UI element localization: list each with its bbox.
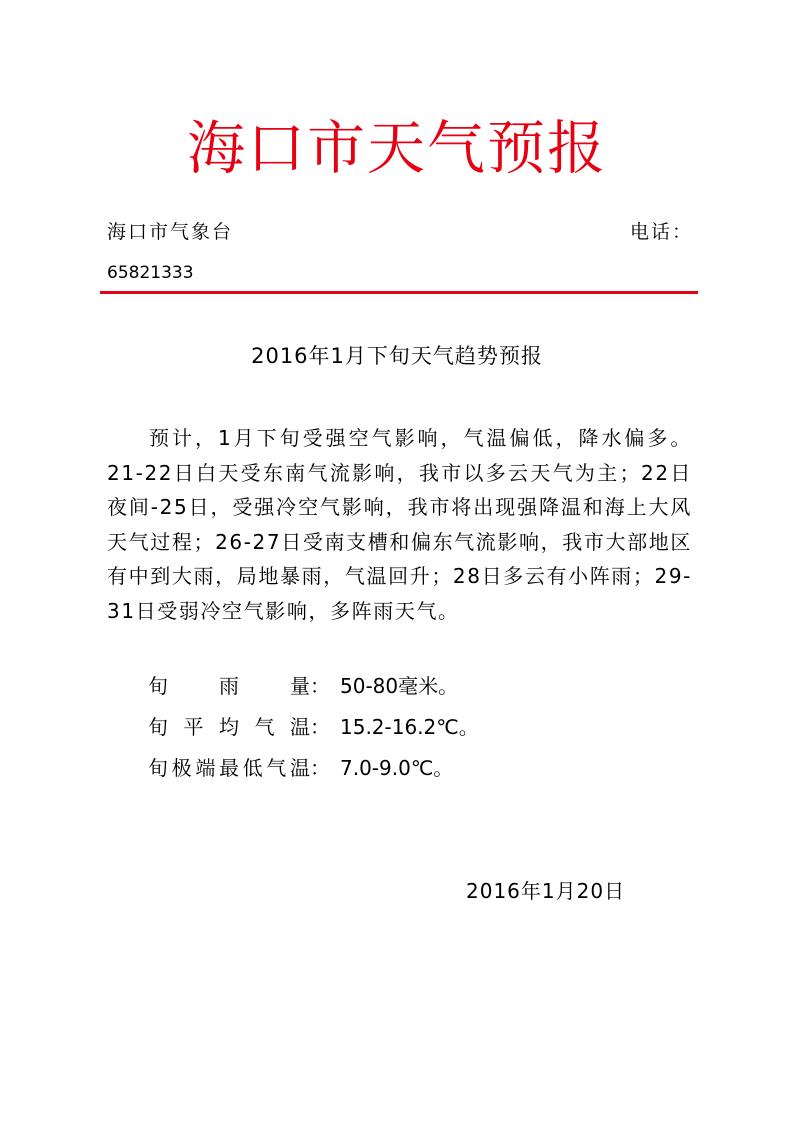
stat-label-char: 温 <box>290 715 310 739</box>
stat-value: 7.0-9.0℃。 <box>340 756 454 780</box>
page-title: 海口市天气预报 <box>186 114 607 182</box>
phone-number: 65821333 <box>107 263 194 283</box>
stat-colon: ： <box>310 715 330 739</box>
issue-date: 2016年1月20日 <box>466 879 626 903</box>
issuer-name: 海口市气象台 <box>107 221 234 243</box>
report-subtitle: 2016年1月下旬天气趋势预报 <box>251 344 543 368</box>
stat-row-min-temp <box>148 750 479 791</box>
stat-label-char: 气 <box>266 756 287 780</box>
stat-label-char: 雨 <box>219 674 239 698</box>
stat-label-char: 旬 <box>148 715 168 739</box>
stat-row-rainfall <box>148 668 479 709</box>
stats-list <box>148 668 479 791</box>
stat-label-char: 端 <box>195 756 216 780</box>
stat-label-char: 气 <box>254 715 275 739</box>
phone-label: 电话： <box>630 221 694 243</box>
stat-colon: ： <box>310 674 330 698</box>
stat-label-char: 温 <box>289 756 310 780</box>
stat-colon: ： <box>310 756 330 780</box>
header-divider <box>100 291 698 294</box>
stat-label-char: 极 <box>171 756 192 780</box>
stat-label <box>148 709 310 745</box>
stat-label-char: 旬 <box>148 674 168 698</box>
stat-label-char: 旬 <box>148 756 168 780</box>
stat-value: 50-80毫米。 <box>340 674 459 698</box>
stat-value: 15.2-16.2℃。 <box>340 715 479 739</box>
stat-row-avg-temp <box>148 709 479 750</box>
forecast-paragraph: 预计，1月下旬受强空气影响，气温偏低，降水偏多。21-22日白天受东南气流影响，我市以多云天气为主；22日夜间-25日，受强冷空气影响，我市将出现强降温和海上大风天气过程；26-27日受南支槽和偏东气流影响，我市大部地区有中到大雨，局地暴雨，气温回升；28日多云有小阵雨；29-31日受弱冷空气影响，多阵雨天气。 <box>107 426 692 623</box>
stat-label-char: 最 <box>218 756 239 780</box>
stat-label <box>148 668 310 704</box>
stat-label <box>148 750 310 786</box>
stat-label-char: 低 <box>242 756 263 780</box>
stat-label-char: 量 <box>290 674 310 698</box>
stat-label-char: 均 <box>219 715 239 739</box>
stat-label-char: 平 <box>183 715 204 739</box>
